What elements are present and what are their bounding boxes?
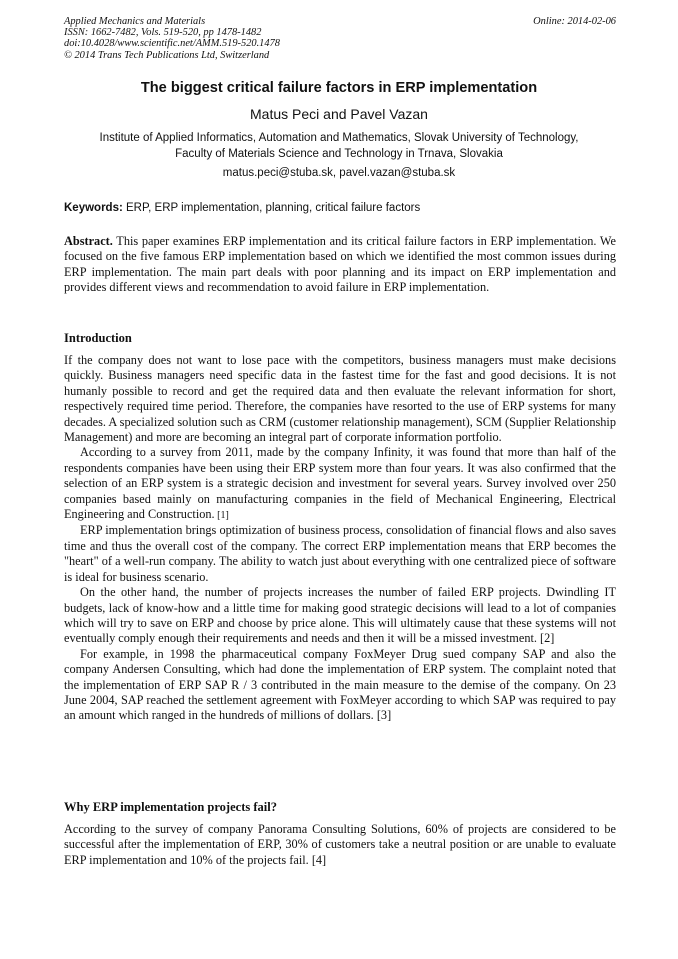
abstract-label: Abstract. xyxy=(64,234,113,248)
intro-paragraph-1: If the company does not want to lose pace with the competitors, business managers must make decisions quickly. Business managers need specific data in the fastest time for the fast and good decisions. It is not humanly possible to record and get the required data and then evaluate the relevant information for short, respectively required time period. Therefore, the companies have resorted to the use of ERP systems for many decades. A specialized solution such as CRM (customer relationship management), SCM (Supplier Relationship Management) and more are becoming an integral part of corporate information portfolio. xyxy=(64,353,616,445)
author-emails: matus.peci@stuba.sk, pavel.vazan@stuba.sk xyxy=(222,167,456,179)
keywords xyxy=(64,202,616,214)
doi-line: doi:10.4028/www.scientific.net/AMM.519-520.1478 xyxy=(64,38,280,50)
keywords-text: ERP, ERP implementation, planning, critical failure factors xyxy=(122,202,421,214)
copyright-line: © 2014 Trans Tech Publications Ltd, Switzerland xyxy=(64,49,270,61)
introduction-heading: Introduction xyxy=(64,331,132,345)
affiliation-line-2: Faculty of Materials Science and Technology in Trnava, Slovakia xyxy=(175,147,503,160)
why-fail-paragraph-1: According to the survey of company Panorama Consulting Solutions, 60% of projects are considered to be successful after the implementation of ERP, 30% of customers take a neutral position or are unable to evaluate ERP implementation and 10% of the projects fail. [4] xyxy=(64,822,616,867)
citation-ref: [1] xyxy=(214,510,229,522)
keywords-label: Keywords: xyxy=(64,202,123,214)
journal-header xyxy=(64,16,616,61)
intro-paragraph-2-text: According to a survey from 2011, made by the company Infinity, it was found that more than half of the respondents companies have been using their ERP system more than four years. It was also confirmed that the selection of an ERP system is a strategic decision and investment for several years. Survey involved over 250 companies based mainly on manufacturing companies in the field of Mechanical Engineering, Electrical Engineering and Construction. xyxy=(64,445,616,522)
affiliation xyxy=(40,131,638,162)
paper-title: The biggest critical failure factors in ERP implementation xyxy=(140,80,538,96)
intro-paragraph-2 xyxy=(64,445,616,523)
abstract-text: This paper examines ERP implementation and its critical failure factors in ERP implementation. We focused on the five famous ERP implementation based on which we identified the most common issues during ERP implementation. The main part deals with poor planning and its impact on ERP implementation and provides different views and recommendation to avoid failure in ERP implementation. xyxy=(64,234,616,295)
online-date: Online: 2014-02-06 xyxy=(533,16,616,27)
issn-line: ISSN: 1662-7482, Vols. 519-520, pp 1478-1482 xyxy=(64,27,262,39)
journal-name: Applied Mechanics and Materials xyxy=(64,16,206,27)
affiliation-line-1: Institute of Applied Informatics, Automation and Mathematics, Slovak University of Technology, xyxy=(99,132,579,144)
introduction-body xyxy=(64,353,616,724)
intro-paragraph-3: ERP implementation brings optimization of business process, consolidation of financial flows and also saves time and thus the overall cost of the company. The correct ERP implementation means that ERP becomes the "heart" of a well-run company. The ability to watch just about everything with one centralized piece of software is ideal for business scenario. xyxy=(64,523,616,584)
author-list: Matus Peci and Pavel Vazan xyxy=(250,106,428,122)
intro-paragraph-4: On the other hand, the number of projects increases the number of failed ERP projects. Dwindling IT budgets, lack of know-how and a little time for making good strategic decisions will lead to a lot of companies which will try to save on ERP and choose by price alone. This will ultimately cause that these systems will not eventually comply enough their requirements and needs and then it will be a missed investment. [2] xyxy=(64,585,616,646)
abstract xyxy=(64,234,616,296)
intro-paragraph-5: For example, in 1998 the pharmaceutical company FoxMeyer Drug sued company SAP and also the company Andersen Consulting, which had done the implementation of ERP system. The complaint noted that the implementation of ERP SAP R / 3 contributed in the main measure to the demise of the company. On 23 June 2004, SAP reached the settlement agreement with FoxMeyer according to which SAP was required to pay an amount which ranged in the hundreds of millions of dollars. [3] xyxy=(64,646,616,723)
why-fail-heading: Why ERP implementation projects fail? xyxy=(64,800,277,814)
